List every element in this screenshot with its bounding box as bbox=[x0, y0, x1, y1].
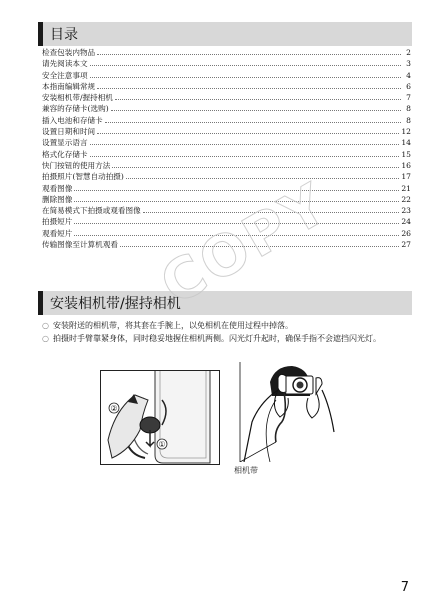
instruction-item bbox=[38, 320, 412, 333]
toc-entry-title: 拍摄照片(智慧自动拍摄) bbox=[42, 172, 124, 182]
toc-entry-page: 16 bbox=[401, 160, 411, 170]
toc-entry-page: 12 bbox=[401, 127, 411, 137]
toc-leader-dots bbox=[74, 183, 399, 191]
toc-entry-page: 26 bbox=[401, 228, 411, 238]
strap-attach-illustration bbox=[100, 370, 220, 465]
instruction-item bbox=[38, 333, 412, 346]
bullet-icon: ○ bbox=[42, 321, 49, 330]
step-1-label: ① bbox=[158, 440, 166, 449]
toc-leader-dots bbox=[74, 228, 399, 236]
toc-entry-page: 2 bbox=[406, 48, 411, 57]
toc-leader-dots bbox=[90, 137, 400, 145]
toc-entry-title: 在简易模式下拍摄或观看图像 bbox=[42, 206, 141, 216]
toc-entry[interactable] bbox=[42, 58, 411, 69]
toc-leader-dots bbox=[120, 239, 399, 247]
toc-entry[interactable] bbox=[42, 205, 411, 216]
toc-entry-page: 27 bbox=[401, 240, 411, 250]
toc-leader-dots bbox=[74, 216, 399, 224]
toc-entry[interactable] bbox=[42, 183, 411, 194]
toc-heading-band bbox=[38, 22, 412, 46]
toc-entry-title: 快门按钮的使用方法 bbox=[42, 160, 111, 170]
toc-leader-dots bbox=[74, 194, 399, 202]
toc-leader-dots bbox=[143, 205, 400, 213]
step-2-label: ② bbox=[110, 404, 118, 413]
toc-entry[interactable] bbox=[42, 216, 411, 227]
page-number: 7 bbox=[400, 580, 409, 595]
toc-entry[interactable] bbox=[42, 115, 411, 126]
section-heading: 安装相机带/握持相机 bbox=[50, 296, 181, 312]
toc-entry-page: 8 bbox=[406, 104, 411, 114]
toc-entry-title: 安装相机带/握持相机 bbox=[42, 93, 113, 103]
toc-entry-title: 设置显示语言 bbox=[42, 138, 88, 148]
strap-caption: 相机带 bbox=[234, 466, 258, 475]
toc-entry-title: 安全注意事项 bbox=[42, 70, 88, 80]
toc-entry[interactable] bbox=[42, 149, 411, 160]
toc-entry-title: 传输图像至计算机观看 bbox=[42, 240, 118, 250]
toc-entry-title: 拍摄短片 bbox=[42, 217, 73, 227]
toc-entry[interactable] bbox=[42, 70, 411, 81]
copy-watermark: COPY bbox=[150, 170, 341, 319]
toc-entry-page: 6 bbox=[406, 81, 411, 91]
toc-leader-dots bbox=[111, 103, 401, 111]
toc-entry-page: 7 bbox=[406, 93, 411, 103]
toc-entry[interactable] bbox=[42, 103, 411, 114]
toc-entry-page: 4 bbox=[406, 70, 411, 80]
toc-entry[interactable] bbox=[42, 171, 411, 182]
toc-entry-title: 兼容的存储卡(选购) bbox=[42, 104, 109, 114]
toc-leader-dots bbox=[105, 115, 401, 123]
table-of-contents bbox=[42, 47, 411, 250]
toc-entry-title: 插入电池和存储卡 bbox=[42, 115, 103, 125]
toc-entry-page: 22 bbox=[401, 194, 411, 204]
toc-leader-dots bbox=[97, 81, 401, 89]
holding-camera-illustration bbox=[230, 362, 335, 462]
toc-entry-title: 本指南编辑常规 bbox=[42, 81, 96, 91]
toc-entry-page: 24 bbox=[401, 217, 411, 227]
toc-entry-title: 设置日期和时间 bbox=[42, 127, 96, 137]
toc-entry-title: 检查包装内物品 bbox=[42, 48, 96, 57]
toc-entry-title: 格式化存储卡 bbox=[42, 149, 88, 159]
toc-leader-dots bbox=[90, 70, 401, 78]
toc-leader-dots bbox=[97, 47, 401, 55]
toc-leader-dots bbox=[115, 92, 401, 100]
toc-entry-title: 删除图像 bbox=[42, 194, 73, 204]
toc-entry-title: 观看图像 bbox=[42, 183, 73, 193]
toc-leader-dots bbox=[90, 58, 401, 66]
toc-entry[interactable] bbox=[42, 228, 411, 239]
toc-entry-title: 观看短片 bbox=[42, 228, 73, 238]
toc-entry-page: 23 bbox=[401, 206, 411, 216]
section-heading-band bbox=[38, 291, 412, 315]
toc-entry[interactable] bbox=[42, 137, 411, 148]
toc-entry-page: 17 bbox=[401, 172, 411, 182]
toc-entry[interactable] bbox=[42, 81, 411, 92]
instruction-list bbox=[38, 320, 412, 345]
toc-entry-page: 3 bbox=[406, 59, 411, 69]
toc-entry[interactable] bbox=[42, 92, 411, 103]
toc-entry[interactable] bbox=[42, 47, 411, 58]
toc-entry-page: 21 bbox=[401, 183, 411, 193]
toc-entry[interactable] bbox=[42, 126, 411, 137]
toc-entry[interactable] bbox=[42, 239, 411, 250]
toc-entry[interactable] bbox=[42, 194, 411, 205]
toc-leader-dots bbox=[97, 126, 399, 134]
toc-entry-page: 8 bbox=[406, 115, 411, 125]
instruction-text: 安装附送的相机带，将其套在手腕上，以免相机在使用过程中掉落。 bbox=[53, 321, 293, 330]
toc-heading: 目录 bbox=[50, 27, 78, 43]
bullet-icon: ○ bbox=[42, 333, 49, 343]
toc-entry-page: 15 bbox=[401, 149, 411, 159]
toc-entry-page: 14 bbox=[401, 138, 411, 148]
toc-entry[interactable] bbox=[42, 160, 411, 171]
toc-entry-title: 请先阅读本文 bbox=[42, 59, 88, 69]
instruction-text: 拍摄时手臂靠紧身体，同时稳妥地握住相机两侧。闪光灯升起时，确保手指不会遮挡闪光灯。 bbox=[53, 333, 381, 343]
toc-leader-dots bbox=[112, 160, 399, 168]
toc-leader-dots bbox=[90, 149, 400, 157]
toc-leader-dots bbox=[126, 171, 399, 179]
